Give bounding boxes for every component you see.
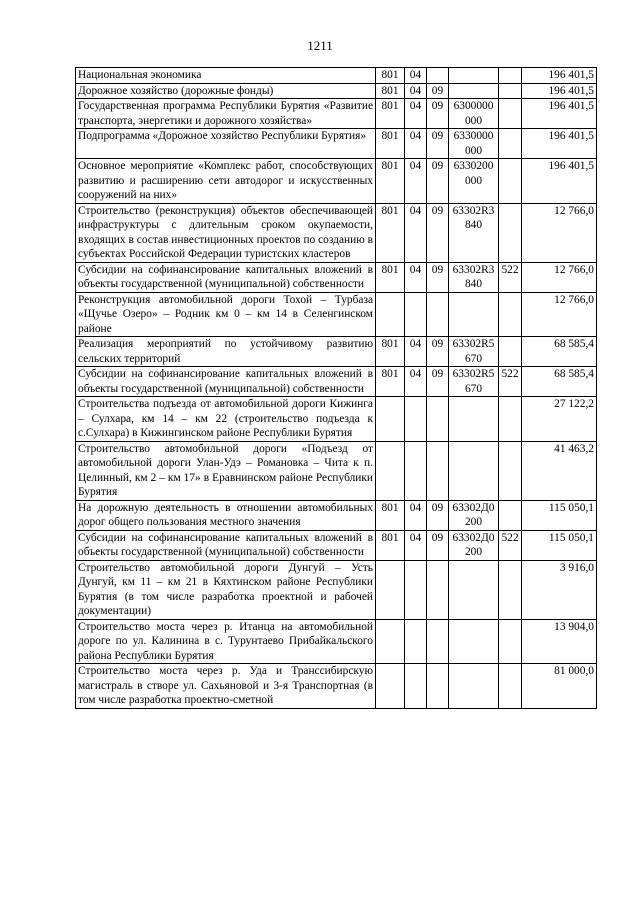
amount: 3 916,0 [522,560,597,619]
section-code: 04 [405,500,427,530]
target-article-code [449,619,499,664]
budget-table [75,67,597,709]
expense-type-code [499,441,522,500]
target-article-code [449,83,499,99]
table-row [76,441,597,500]
table-row [76,397,597,442]
expense-type-code: 522 [499,530,522,560]
table-row [76,530,597,560]
amount: 12 766,0 [522,262,597,292]
target-article-code [449,397,499,442]
ved-code [376,560,405,619]
row-name: Строительство моста через р. Уда и Транссибирскую магистраль в створе ул. Сахьяновой и 3-я Транспортная (в том числе разработка проектно-сметной [76,664,376,709]
row-name: Субсидии на софинансирование капитальных вложений в объекты государственной (муниципальной) собственности [76,530,376,560]
amount: 115 050,1 [522,500,597,530]
section-code: 04 [405,83,427,99]
target-article-code: 63302R3 840 [449,262,499,292]
expense-type-code [499,99,522,129]
subsection-code: 09 [427,83,449,99]
ved-code: 801 [376,500,405,530]
section-code [405,441,427,500]
table-row [76,203,597,262]
table-row [76,560,597,619]
target-article-code [449,292,499,337]
section-code: 04 [405,530,427,560]
amount: 12 766,0 [522,292,597,337]
amount: 27 122,2 [522,397,597,442]
amount: 196 401,5 [522,129,597,159]
ved-code [376,441,405,500]
expense-type-code [499,337,522,367]
table-row [76,68,597,84]
target-article-code: 6330000 000 [449,129,499,159]
row-name: Дорожное хозяйство (дорожные фонды) [76,83,376,99]
amount: 12 766,0 [522,203,597,262]
section-code: 04 [405,262,427,292]
amount: 13 904,0 [522,619,597,664]
ved-code [376,292,405,337]
section-code: 04 [405,367,427,397]
table-row [76,99,597,129]
expense-type-code [499,397,522,442]
ved-code [376,619,405,664]
section-code: 04 [405,203,427,262]
amount: 196 401,5 [522,83,597,99]
expense-type-code [499,159,522,204]
ved-code: 801 [376,367,405,397]
table-row [76,619,597,664]
target-article-code: 6330200 000 [449,159,499,204]
subsection-code: 09 [427,203,449,262]
ved-code [376,664,405,709]
amount: 196 401,5 [522,99,597,129]
expense-type-code [499,83,522,99]
expense-type-code [499,292,522,337]
section-code [405,664,427,709]
subsection-code [427,397,449,442]
ved-code: 801 [376,159,405,204]
amount: 115 050,1 [522,530,597,560]
subsection-code: 09 [427,99,449,129]
target-article-code [449,68,499,84]
target-article-code: 63302R3 840 [449,203,499,262]
row-name: Строительство (реконструкция) объектов обеспечивающей инфраструктуры с длительным сроком окупаемости, входящих в состав инвестиционных проектов по созданию в субъектах Российской Федерации туристских кластеров [76,203,376,262]
target-article-code: 63302Д0 200 [449,500,499,530]
ved-code: 801 [376,203,405,262]
amount: 196 401,5 [522,68,597,84]
row-name: Подпрограмма «Дорожное хозяйство Республики Бурятия» [76,129,376,159]
subsection-code [427,560,449,619]
section-code [405,560,427,619]
expense-type-code [499,619,522,664]
amount: 81 000,0 [522,664,597,709]
row-name: Реализация мероприятий по устойчивому развитию сельских территорий [76,337,376,367]
amount: 41 463,2 [522,441,597,500]
expense-type-code [499,129,522,159]
table-row [76,83,597,99]
section-code [405,292,427,337]
section-code: 04 [405,68,427,84]
table-row [76,129,597,159]
expense-type-code [499,500,522,530]
ved-code: 801 [376,99,405,129]
subsection-code [427,664,449,709]
table-row [76,500,597,530]
expense-type-code: 522 [499,367,522,397]
section-code: 04 [405,129,427,159]
subsection-code: 09 [427,262,449,292]
row-name: Строительство моста через р. Итанца на автомобильной дороге по ул. Калинина в с. Турунтаево Прибайкальского района Республики Бурятия [76,619,376,664]
subsection-code: 09 [427,159,449,204]
row-name: На дорожную деятельность в отношении автомобильных дорог общего пользования местного значения [76,500,376,530]
subsection-code [427,68,449,84]
target-article-code: 63302R5 670 [449,337,499,367]
expense-type-code [499,68,522,84]
row-name: Субсидии на софинансирование капитальных вложений в объекты государственной (муниципальной) собственности [76,262,376,292]
ved-code: 801 [376,262,405,292]
ved-code: 801 [376,129,405,159]
section-code [405,619,427,664]
section-code: 04 [405,99,427,129]
ved-code: 801 [376,337,405,367]
expense-type-code [499,203,522,262]
page-number: 1211 [307,38,333,53]
table-row [76,159,597,204]
amount: 68 585,4 [522,337,597,367]
row-name: Строительство автомобильной дороги «Подъезд от автомобильной дороги Улан-Удэ – Романовка – Чита к п. Целинный, км 2 – км 17» в Еравнинском районе Республики Бурятия [76,441,376,500]
target-article-code: 63302Д0 200 [449,530,499,560]
row-name: Строительство автомобильной дороги Дунгуй – Усть Дунгуй, км 11 – км 21 в Кяхтинском районе Республики Бурятия (в том числе разработка проектной и рабочей документации) [76,560,376,619]
expense-type-code: 522 [499,262,522,292]
row-name: Строительства подъезда от автомобильной дороги Кижинга – Сулхара, км 14 – км 22 (строительство подъезда к с.Сулхара) в Кижингинском районе Республики Бурятия [76,397,376,442]
ved-code: 801 [376,68,405,84]
subsection-code: 09 [427,337,449,367]
row-name: Основное мероприятие «Комплекс работ, способствующих развитию и расширению сети автодорог и искусственных сооружений на них» [76,159,376,204]
target-article-code: 63302R5 670 [449,367,499,397]
section-code: 04 [405,159,427,204]
subsection-code: 09 [427,530,449,560]
subsection-code [427,441,449,500]
table-row [76,337,597,367]
expense-type-code [499,560,522,619]
table-row [76,262,597,292]
subsection-code [427,292,449,337]
row-name: Реконструкция автомобильной дороги Тохой – Турбаза «Щучье Озеро» – Родник км 0 – км 14 в Селенгинском районе [76,292,376,337]
table-row [76,292,597,337]
table-row [76,367,597,397]
target-article-code: 6300000 000 [449,99,499,129]
target-article-code [449,664,499,709]
row-name: Субсидии на софинансирование капитальных вложений в объекты государственной (муниципальной) собственности [76,367,376,397]
ved-code [376,397,405,442]
amount: 196 401,5 [522,159,597,204]
table-row [76,664,597,709]
section-code [405,397,427,442]
target-article-code [449,441,499,500]
row-name: Национальная экономика [76,68,376,84]
subsection-code: 09 [427,500,449,530]
subsection-code: 09 [427,129,449,159]
amount: 68 585,4 [522,367,597,397]
ved-code: 801 [376,530,405,560]
subsection-code [427,619,449,664]
row-name: Государственная программа Республики Бурятия «Развитие транспорта, энергетики и дорожного хозяйства» [76,99,376,129]
section-code: 04 [405,337,427,367]
expense-type-code [499,664,522,709]
subsection-code: 09 [427,367,449,397]
ved-code: 801 [376,83,405,99]
target-article-code [449,560,499,619]
